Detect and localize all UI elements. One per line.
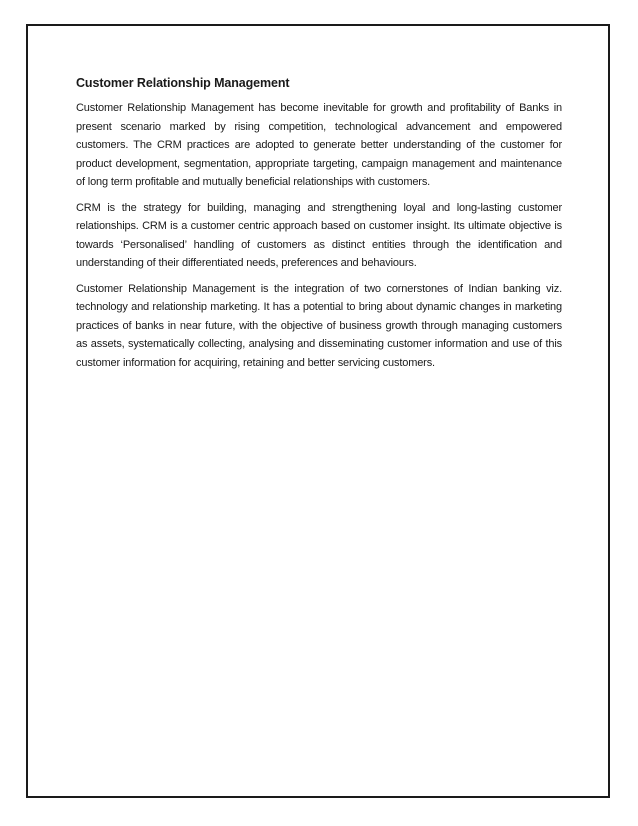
document-title: Customer Relationship Management <box>76 76 290 90</box>
document-body <box>76 74 562 379</box>
paragraph-crm-strategy: CRM is the strategy for building, managing and strengthening loyal and long-lasting customer relationships. CRM is a customer centric approach based on customer insight. Its ultimate objective is towards ‘Personalised’ handling of customers as distinct entities through the identification and understanding of their differentiated needs, preferences and behaviours. <box>76 201 562 269</box>
paragraph-crm-integration: Customer Relationship Management is the integration of two cornerstones of Indian banking viz. technology and relationship marketing. It has a potential to bring about dynamic changes in marketing practices of banks in near future, with the objective of business growth through managing customers as assets, systematically collecting, analysing and disseminating customer information and use of this customer information for acquiring, retaining and better servicing customers. <box>76 282 562 369</box>
paragraph-crm-intro: Customer Relationship Management has become inevitable for growth and profitability of Banks in present scenario marked by rising competition, technological advancement and empowered customers. The CRM practices are adopted to generate better understanding of the customer for product development, segmentation, appropriate targeting, campaign management and maintenance of long term profitable and mutually beneficial relationships with customers. <box>76 102 562 188</box>
